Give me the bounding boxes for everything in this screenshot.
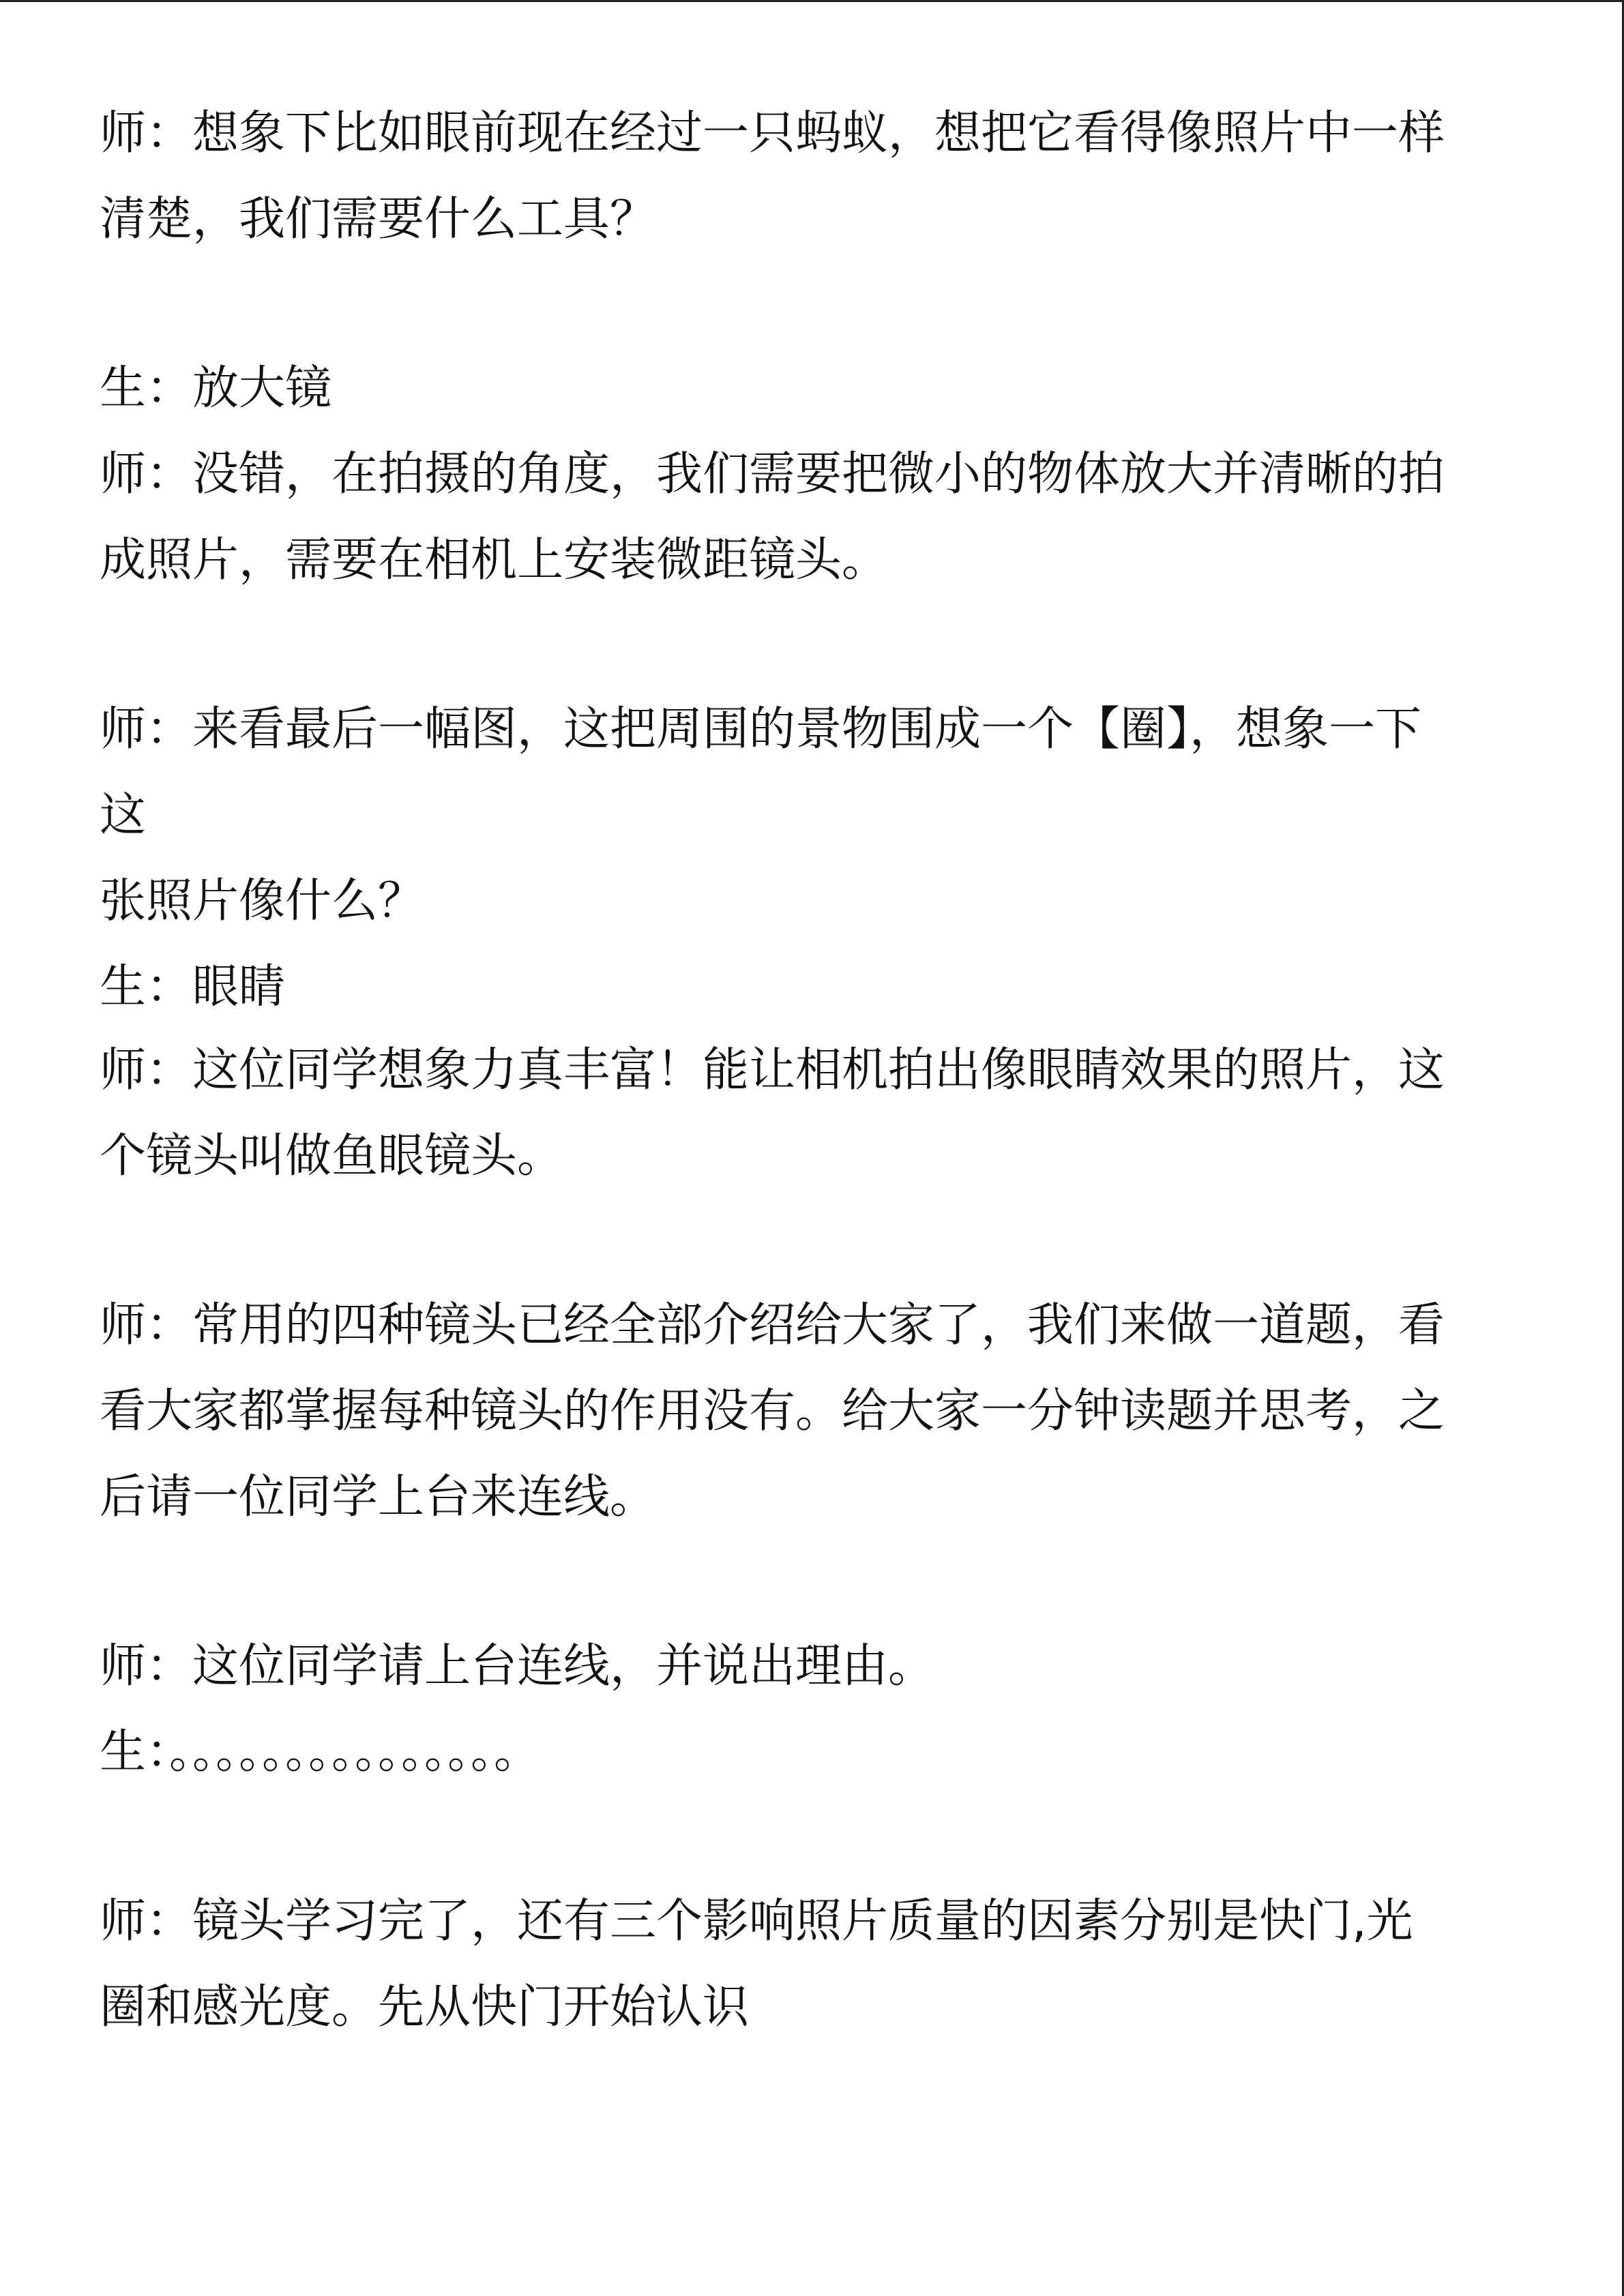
text-line: 师：这位同学请上台连线，并说出理由。 [100,1639,935,1693]
text-line: 这 [100,788,147,842]
text-line: 师：镜头学习完了，还有三个影响照片质量的因素分别是快门,光 [100,1894,1413,1948]
text-line: 师：想象下比如眼前现在经过一只蚂蚁，想把它看得像照片中一样 [100,106,1445,160]
text-line: 生：眼睛 [100,960,286,1014]
text-line: 成照片，需要在相机上安装微距镜头。 [100,533,889,587]
text-line: 圈和感光度。先从快门开始认识 [100,1980,750,2034]
text-line: 生：。。。。。。。。。。。。。。。 [100,1725,541,1779]
text-line: 师：没错，在拍摄的角度，我们需要把微小的物体放大并清晰的拍 [100,447,1445,501]
text-line: 师：这位同学想象力真丰富！能让相机拍出像眼睛效果的照片，这 [100,1043,1445,1097]
text-line: 生：放大镜 [100,361,332,415]
text-line: 个镜头叫做鱼眼镜头。 [100,1129,564,1183]
text-line: 后请一位同学上台来连线。 [100,1470,657,1524]
text-line: 清楚，我们需要什么工具？ [100,192,657,246]
text-line: 师：常用的四种镜头已经全部介绍给大家了，我们来做一道题，看 [100,1298,1445,1352]
text-line: 看大家都掌握每种镜头的作用没有。给大家一分钟读题并思考，之 [100,1384,1445,1438]
text-line: 张照片像什么？ [100,874,425,928]
page-top-border [0,0,1624,2]
text-line: 师：来看最后一幅图，这把周围的景物围成一个【圈】，想象一下 [100,702,1422,756]
